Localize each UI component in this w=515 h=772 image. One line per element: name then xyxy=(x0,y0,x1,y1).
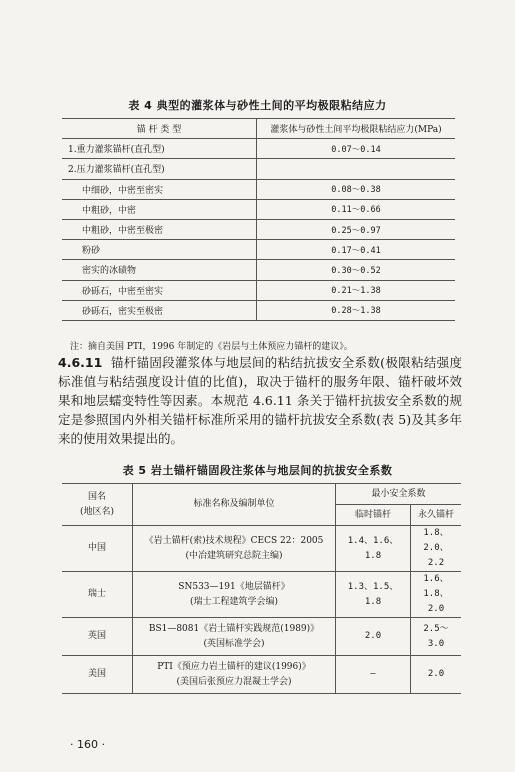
table4-cell-value: 0.08～0.38 xyxy=(257,179,456,199)
table4-header-value: 灌浆体与砂性土间平均极限粘结应力(MPa) xyxy=(257,119,456,139)
table5-cell-permanent: 1.6、1.8、2.0 xyxy=(411,572,462,618)
table5-standard-name: 《岩土锚杆(索)技术规程》CECS 22：2005 xyxy=(144,535,324,546)
table5-cell-permanent: 1.8、2.0、2.2 xyxy=(411,526,462,572)
table4-cell-type: 2.压力灌浆锚杆(直孔型) xyxy=(62,159,257,179)
table5-standard-org: (英国标准学会) xyxy=(203,638,265,649)
table5-standard-org: (美国后张预应力混凝土学会) xyxy=(176,676,292,687)
table4-cell-value: 0.28～1.38 xyxy=(257,300,456,320)
table5-cell-country: 英国 xyxy=(62,618,133,656)
table-row xyxy=(62,219,455,239)
table5-standard-name: BS1—8081《岩土锚杆实践规范(1989)》 xyxy=(148,623,320,634)
table4-cell-value xyxy=(257,159,456,179)
table4-cell-type: 密实的冰碛物 xyxy=(62,260,257,280)
table-row xyxy=(62,199,455,219)
table4-cell-type: 粉砂 xyxy=(62,240,257,260)
table5-cell-standard xyxy=(133,526,336,572)
table-row xyxy=(62,656,461,694)
table5-cell-country: 美国 xyxy=(62,656,133,694)
table-row xyxy=(62,280,455,300)
table-row xyxy=(62,139,455,159)
table5-caption: 表 5 岩土锚杆锚固段注浆体与地层间的抗拔安全系数 xyxy=(122,464,393,477)
table4-cell-type: 1.重力灌浆锚杆(直孔型) xyxy=(62,139,257,159)
table5-header-temporary: 临时锚杆 xyxy=(336,505,411,526)
table4-cell-value: 0.07～0.14 xyxy=(257,139,456,159)
paragraph-4-6-11 xyxy=(58,353,462,448)
table5-header-permanent: 永久锚杆 xyxy=(411,505,462,526)
table-row xyxy=(62,618,461,656)
table4-cell-type: 中细砂，中密至密实 xyxy=(62,179,257,199)
table4-header-type: 锚 杆 类 型 xyxy=(62,119,257,139)
table5-cell-permanent: 2.5～3.0 xyxy=(411,618,462,656)
table4-cell-type: 中粗砂，中密 xyxy=(62,199,257,219)
paragraph-text: 锚杆锚固段灌浆体与地层间的粘结抗拔安全系数(极限粘结强度标准值与粘结强度设计值的比值)，取决于锚杆的服务年限、锚杆破坏效果和地层蠕变特性等因素。本规范 4.6.11 条关于锚杆抗拔安全系数的规定是参照国内外相关锚杆标准所采用的锚杆抗拔安全系数(表 5)及其多年来的使用效果提出的。 xyxy=(58,355,462,446)
table4-note: 注：摘自美国 PTI，1996 年制定的《岩层与土体预应力锚杆的建议》。 xyxy=(70,342,353,352)
table5-cell-temporary: 1.4、1.6、1.8 xyxy=(336,526,411,572)
table-row xyxy=(62,300,455,320)
table4-header-row xyxy=(62,119,455,139)
table-row xyxy=(62,526,461,572)
table5-header-min-factor: 最小安全系数 xyxy=(336,484,462,505)
table5-cell-temporary: — xyxy=(336,656,411,694)
table5-cell-temporary: 1.3、1.5、1.8 xyxy=(336,572,411,618)
table5-header-row xyxy=(62,484,461,505)
table4-cell-value: 0.11～0.66 xyxy=(257,199,456,219)
section-number: 4.6.11 xyxy=(58,355,103,370)
table4-caption: 表 4 典型的灌浆体与砂性土间的平均极限粘结应力 xyxy=(128,99,387,112)
page-number: · 160 · xyxy=(70,738,105,751)
table4-cell-type: 砂砾石，密实至极密 xyxy=(62,300,257,320)
table-row xyxy=(62,240,455,260)
table5-cell-standard xyxy=(133,618,336,656)
table4-cell-type: 中粗砂，中密至极密 xyxy=(62,219,257,239)
table4-cell-value: 0.25～0.97 xyxy=(257,219,456,239)
table4 xyxy=(62,118,455,321)
table5-header-country: 国名 (地区名) xyxy=(62,484,133,526)
table5-cell-permanent: 2.0 xyxy=(411,656,462,694)
table5-cell-standard xyxy=(133,572,336,618)
table5-standard-org: (中冶建筑研究总院主编) xyxy=(185,550,283,561)
table5-cell-country: 中国 xyxy=(62,526,133,572)
table4-cell-value: 0.30～0.52 xyxy=(257,260,456,280)
table5 xyxy=(62,483,461,694)
table4-cell-value: 0.21～1.38 xyxy=(257,280,456,300)
table4-cell-type: 砂砾石，中密至密实 xyxy=(62,280,257,300)
table5-standard-name: SN533—191《地层锚杆》 xyxy=(178,581,290,592)
table5-cell-temporary: 2.0 xyxy=(336,618,411,656)
table-row xyxy=(62,572,461,618)
table5-cell-standard xyxy=(133,656,336,694)
table4-cell-value: 0.17～0.41 xyxy=(257,240,456,260)
table-row xyxy=(62,179,455,199)
table5-cell-country: 瑞士 xyxy=(62,572,133,618)
table5-standard-org: (瑞士工程建筑学会编) xyxy=(189,596,279,607)
table-row xyxy=(62,260,455,280)
table-row xyxy=(62,159,455,179)
table5-standard-name: PTI《预应力岩土锚杆的建议(1996)》 xyxy=(157,661,311,672)
table5-header-standard: 标准名称及编制单位 xyxy=(133,484,336,526)
